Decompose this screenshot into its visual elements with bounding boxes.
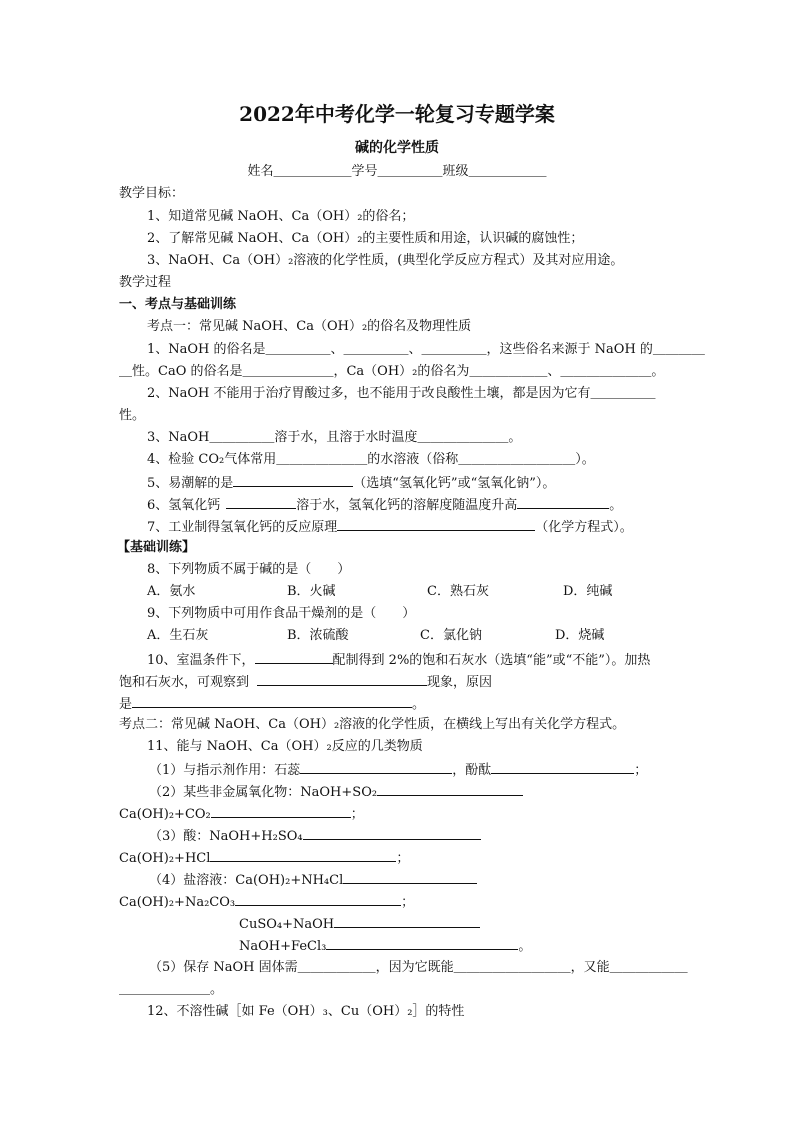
q9-option-c: C．氯化钠 bbox=[420, 628, 482, 643]
answer-blank[interactable] bbox=[517, 494, 609, 509]
question-10-text-4: 现象，原因 bbox=[427, 675, 493, 690]
answer-blank[interactable] bbox=[377, 781, 523, 796]
answer-blank[interactable] bbox=[303, 825, 481, 840]
item-5-storage-line1: （5）保存 NaOH 固体需＿＿＿＿＿＿，因为它既能＿＿＿＿＿＿＿＿＿，又能＿＿＿＿＿＿ bbox=[149, 960, 688, 975]
q8-option-d: D．纯碱 bbox=[563, 584, 613, 599]
answer-blank[interactable] bbox=[255, 649, 333, 664]
item-1-text-2: ，酚酞 bbox=[452, 763, 492, 778]
question-8: 8、下列物质不属于碱的是（ ） bbox=[147, 562, 351, 577]
question-2-line1: 2、NaOH 不能用于治疗胃酸过多，也不能用于改良酸性土壤，都是因为它有＿＿＿＿＿ bbox=[147, 386, 656, 401]
answer-blank[interactable] bbox=[132, 693, 412, 708]
question-1-line2: ＿性。CaO 的俗名是＿＿＿＿＿＿＿，Ca（OH）₂的俗名为＿＿＿＿＿＿、＿＿＿＿＿＿＿。 bbox=[119, 364, 665, 379]
answer-blank[interactable] bbox=[343, 869, 477, 884]
q8-option-a: A．氨水 bbox=[147, 584, 196, 599]
question-7-hint: （化学方程式）。 bbox=[535, 520, 633, 535]
punctuation: 。 bbox=[518, 939, 532, 954]
question-10-text-5: 是 bbox=[119, 697, 133, 712]
item-4-equation-3: NaOH+FeCl₃ bbox=[239, 939, 327, 954]
question-1-line1: 1、NaOH 的俗名是＿＿＿＿＿、＿＿＿＿＿、＿＿＿＿＿，这些俗名来源于 NaOH 的＿＿＿＿ bbox=[147, 342, 705, 357]
q8-option-c: C．熟石灰 bbox=[427, 584, 489, 599]
question-10-text-3: 饱和石灰水，可观察到 bbox=[119, 675, 250, 690]
punctuation: ； bbox=[396, 851, 410, 866]
item-4-equation-2: CuSO₄+NaOH bbox=[239, 917, 335, 932]
item-4-line3 bbox=[239, 913, 480, 935]
item-2-equation: Ca(OH)₂+CO₂ bbox=[119, 807, 211, 822]
point2-heading: 考点二：常见碱 NaOH、Ca（OH）₂溶液的化学性质，在横线上写出有关化学方程式。 bbox=[119, 717, 626, 732]
answer-blank[interactable] bbox=[257, 671, 427, 686]
item-1-text: （1）与指示剂作用：石蕊 bbox=[149, 763, 301, 778]
question-11: 11、能与 NaOH、Ca（OH）₂反应的几类物质 bbox=[147, 739, 423, 754]
punctuation: 。 bbox=[609, 498, 623, 513]
goals-heading: 教学目标： bbox=[119, 186, 185, 201]
answer-blank[interactable] bbox=[233, 472, 353, 487]
punctuation: ； bbox=[634, 763, 648, 778]
answer-blank[interactable] bbox=[334, 913, 480, 928]
punctuation: ； bbox=[401, 895, 415, 910]
page-subtitle: 碱的化学性质 bbox=[355, 140, 439, 156]
question-10-line3 bbox=[119, 693, 425, 715]
item-3-acids bbox=[149, 825, 481, 847]
item-3-equation: Ca(OH)₂+HCl bbox=[119, 851, 211, 866]
answer-blank[interactable] bbox=[211, 803, 351, 818]
q9-option-d: D．烧碱 bbox=[555, 628, 605, 643]
question-6-text: 6、氢氧化钙 bbox=[147, 498, 221, 513]
answer-blank[interactable] bbox=[491, 759, 634, 774]
item-4-line2 bbox=[119, 891, 414, 913]
item-4-text: （4）盐溶液：Ca(OH)₂+NH₄Cl bbox=[149, 873, 344, 888]
question-3: 3、NaOH＿＿＿＿＿溶于水，且溶于水时温度＿＿＿＿＿＿＿。 bbox=[147, 430, 522, 445]
q9-option-a: A．生石灰 bbox=[147, 628, 209, 643]
basic-training-heading: 【基础训练】 bbox=[117, 540, 196, 555]
item-3-line2 bbox=[119, 847, 409, 869]
student-info-line: 姓名＿＿＿＿＿＿学号＿＿＿＿＿班级＿＿＿＿＿＿ bbox=[247, 164, 547, 179]
question-10-line2 bbox=[119, 671, 492, 693]
page-title: 2022年中考化学一轮复习专题学案 bbox=[239, 102, 555, 126]
item-2-oxides bbox=[149, 781, 523, 803]
question-4: 4、检验 CO₂气体常用＿＿＿＿＿＿＿的水溶液（俗称＿＿＿＿＿＿＿＿＿）。 bbox=[147, 452, 595, 467]
question-10-line1 bbox=[147, 649, 650, 671]
item-5-storage-line2: ＿＿＿＿＿＿＿。 bbox=[119, 982, 224, 997]
punctuation: ； bbox=[350, 807, 364, 822]
item-2-text: （2）某些非金属氧化物：NaOH+SO₂ bbox=[149, 785, 378, 800]
item-1-indicators bbox=[149, 759, 647, 781]
section1-heading: 一、考点与基础训练 bbox=[119, 297, 237, 312]
question-5-hint: （选填“氢氧化钙”或“氢氧化钠”）。 bbox=[353, 476, 556, 491]
answer-blank[interactable] bbox=[300, 759, 452, 774]
answer-blank[interactable] bbox=[337, 516, 535, 531]
question-6 bbox=[147, 494, 622, 516]
question-10-text: 10、室温条件下， bbox=[147, 653, 255, 668]
question-5 bbox=[147, 472, 555, 494]
question-12: 12、不溶性碱［如 Fe（OH）₃、Cu（OH）₂］的特性 bbox=[147, 1004, 465, 1019]
answer-blank[interactable] bbox=[226, 494, 296, 509]
item-4-salts bbox=[149, 869, 477, 891]
goal-3: 3、NaOH、Ca（OH）₂溶液的化学性质，(典型化学反应方程式）及其对应用途。 bbox=[147, 253, 624, 268]
answer-blank[interactable] bbox=[326, 935, 518, 950]
question-7 bbox=[147, 516, 633, 538]
question-5-text: 5、易潮解的是 bbox=[147, 476, 234, 491]
item-3-text: （3）酸：NaOH+H₂SO₄ bbox=[149, 829, 303, 844]
point1-heading: 考点一：常见碱 NaOH、Ca（OH）₂的俗名及物理性质 bbox=[147, 319, 472, 334]
answer-blank[interactable] bbox=[210, 847, 396, 862]
process-heading: 教学过程 bbox=[119, 275, 172, 290]
question-9: 9、下列物质中可用作食品干燥剂的是（ ） bbox=[147, 606, 416, 621]
question-2-line2: 性。 bbox=[119, 408, 146, 423]
question-7-text: 7、工业制得氢氧化钙的反应原理 bbox=[147, 520, 338, 535]
question-6-text-2: 溶于水，氢氧化钙的溶解度随温度升高 bbox=[296, 498, 518, 513]
goal-2: 2、了解常见碱 NaOH、Ca（OH）₂的主要性质和用途，认识碱的腐蚀性； bbox=[147, 231, 584, 246]
question-10-text-2: 配制得到 2%的饱和石灰水（选填“能”或“不能”）。加热 bbox=[332, 653, 651, 668]
goal-1: 1、知道常见碱 NaOH、Ca（OH）₂的俗名； bbox=[147, 209, 415, 224]
item-4-line4 bbox=[239, 935, 531, 957]
item-2-line2 bbox=[119, 803, 364, 825]
punctuation: 。 bbox=[412, 697, 426, 712]
answer-blank[interactable] bbox=[235, 891, 401, 906]
item-4-equation: Ca(OH)₂+Na₂CO₃ bbox=[119, 895, 236, 910]
q9-option-b: B．浓硫酸 bbox=[287, 628, 349, 643]
q8-option-b: B．火碱 bbox=[287, 584, 336, 599]
